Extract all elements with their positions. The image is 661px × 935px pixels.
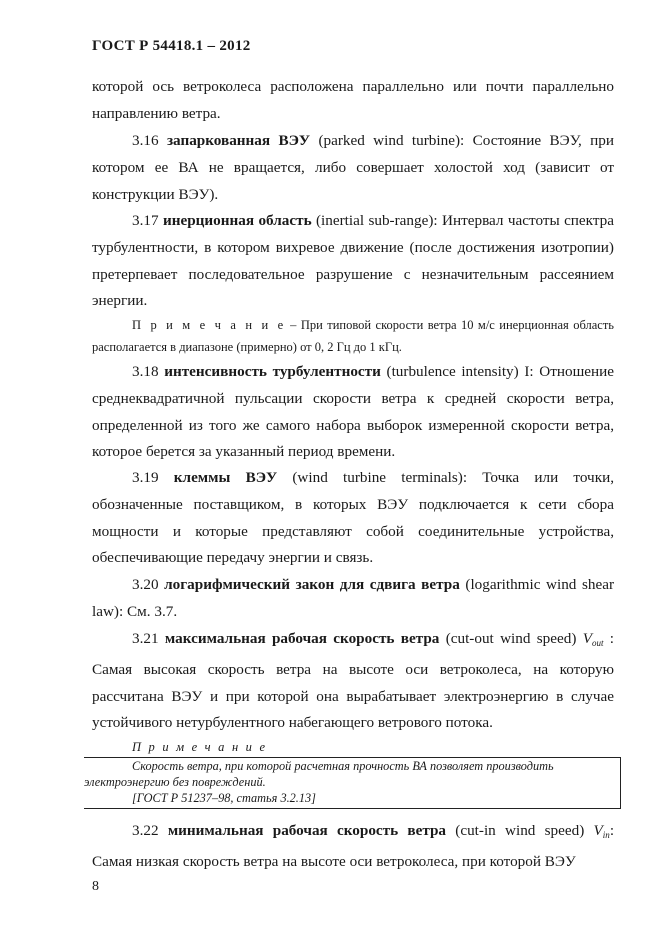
note-line-1: Скорость ветра, при которой расчетная прочность ВА позволяет производить <box>132 759 554 773</box>
term-3-22: 3.22 минимальная рабочая скорость ветра (cut-in wind speed) $V_{in}$: Самая низкая скорость ветра на высоте оси ветроколеса, при которой ВЭУ <box>92 822 615 870</box>
term-name: интенсивность турбулентности <box>164 363 381 380</box>
term-english: (wind turbine terminals): <box>292 469 468 486</box>
term-3-16 <box>92 128 614 208</box>
term-number: 3.18 <box>132 363 159 380</box>
note-label: П р и м е ч а н и е <box>132 318 286 332</box>
page-number: 8 <box>92 879 99 894</box>
symbol-subscript: out <box>591 638 604 648</box>
term-3-19 <box>92 465 614 572</box>
page-header: ГОСТ Р 54418.1 – 2012 <box>92 38 251 54</box>
term-3-20 <box>92 572 614 626</box>
note-box-content <box>84 757 621 809</box>
note-label: П р и м е ч а н и е <box>132 740 268 754</box>
note-line-2: электроэнергию без повреждений. <box>84 775 266 789</box>
term-3-21: 3.21 максимальная рабочая скорость ветра (cut-out wind speed) $V_{out}$ : Самая высокая скорость ветра на высоте оси ветроколеса, на которую рассчитана ВЭУ и при которой она вырабатывает электроэнергию в случае устойчивого нетурбулентного набегающего ветрового потока. <box>92 630 615 732</box>
term-name: клеммы ВЭУ <box>173 469 278 486</box>
term-number: 3.22 <box>132 822 159 839</box>
term-name: запаркованная ВЭУ <box>166 132 311 149</box>
term-number: 3.16 <box>132 132 159 149</box>
term-english: (logarithmic wind shear law): <box>92 576 615 620</box>
term-name: логарифмический закон для сдвига ветра <box>164 576 460 593</box>
note-source: [ГОСТ Р 51237–98, статья 3.2.13] <box>132 791 316 805</box>
term-definition: См. 3.7. <box>127 602 178 620</box>
paragraph-text: которой ось ветроколеса расположена параллельно или почти параллельно направлению ветра. <box>92 78 614 122</box>
symbol-v: V <box>593 822 603 839</box>
term-english: (turbulence intensity) I: <box>386 363 534 380</box>
term-name: минимальная рабочая скорость ветра <box>167 822 447 839</box>
term-definition: Интервал частоты спектра турбулентности, в котором вихревое движение (после достижения изотропии) претерпевает последовательное разрушение с незначительным рассеянием энергии. <box>92 212 615 310</box>
note-text: – При типовой скорости ветра 10 м/с инерционная область располагается в диапазоне (примерно) от 0, 2 Гц до 1 кГц. <box>92 318 615 354</box>
note-box <box>84 737 621 809</box>
term-english: (parked wind turbine): <box>318 132 465 149</box>
note-3-17 <box>92 314 614 358</box>
term-english: (cut-in wind speed) <box>455 822 585 839</box>
term-number: 3.17 <box>132 212 159 229</box>
term-definition: Самая высокая скорость ветра на высоте оси ветроколеса, на которую рассчитана ВЭУ и при которой она вырабатывает электроэнергию в случае устойчивого нетурбулентного набегающего ветрового потока. <box>92 660 614 732</box>
symbol-subscript: in <box>602 830 610 840</box>
term-definition: Отношение среднеквадратичной пульсации скорости ветра к средней скорости ветра, определенной из того же самого набора выборок измеренной скорости ветра, которое берется за указанный период времени. <box>92 363 615 461</box>
term-number: 3.20 <box>132 576 159 593</box>
term-name: инерционная область <box>162 212 312 229</box>
term-definition: Самая низкая скорость ветра на высоте оси ветроколеса, при которой ВЭУ <box>92 852 576 870</box>
term-number: 3.19 <box>132 469 159 486</box>
term-definition: Точка или точки, обозначенные поставщиком, в которых ВЭУ подключается к сети сбора мощности и которые представляют собой соединительные устройства, обеспечивающие передачу энергии и связь. <box>92 469 614 567</box>
term-3-18 <box>92 359 614 466</box>
term-english: (cut-out wind speed) <box>445 630 577 647</box>
term-definition: Состояние ВЭУ, при котором ее ВА не вращается, либо совершает холостой ход (зависит от конструкции ВЭУ). <box>92 132 614 203</box>
term-name: максимальная рабочая скорость ветра <box>164 630 440 647</box>
term-3-17 <box>92 208 614 315</box>
term-english: (inertial sub-range): <box>316 212 438 229</box>
term-number: 3.21 <box>132 630 159 647</box>
symbol-v: V <box>582 630 592 647</box>
continuation-paragraph <box>92 74 614 128</box>
